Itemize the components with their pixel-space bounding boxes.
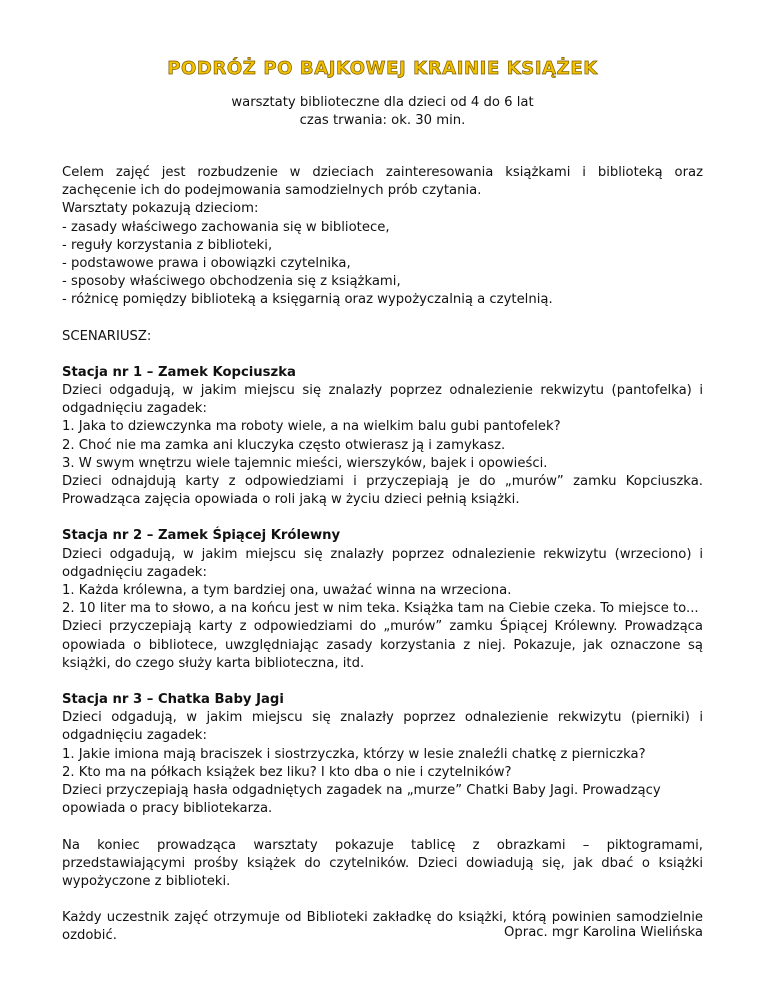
station-riddle: 1. Jaka to dziewczynka ma roboty wiele, a na wielkim balu gubi pantofelek? [62,419,561,435]
subtitle-block [62,94,703,130]
document-page [62,58,703,946]
intro-list-item: - różnicę pomiędzy biblioteką a księgarnią oraz wypożyczalnią a czytelnią. [62,292,553,308]
intro-list-item: - podstawowe prawa i obowiązki czytelnika, [62,256,351,272]
author-signature: Oprac. mgr Karolina Wielińska [504,925,703,940]
station-1 [62,364,703,510]
station-text: Dzieci odnajdują karty z odpowiedziami i przyczepiają je do „murów” zamku Kopciuszka. Prowadząca zajęcia opowiada o roli jaką w życiu dzieci pełnią książki. [62,474,703,508]
intro-lead: Warsztaty pokazują dzieciom: [62,201,259,217]
station-heading: Stacja nr 3 – Chatka Baby Jagi [62,692,284,708]
station-3 [62,691,703,818]
station-riddle: 1. Każda królewna, a tym bardziej ona, uważać winna na wrzeciona. [62,583,512,599]
intro-paragraph: Celem zajęć jest rozbudzenie w dzieciach zainteresowania książkami i biblioteką oraz zachęcenie ich do podejmowania samodzielnych prób czytania. [62,165,703,199]
station-riddle: 2. Kto ma na półkach książek bez liku? I kto dba o nie i czytelników? [62,764,512,780]
document-title: PODRÓŻ PO BAJKOWEJ KRAINIE KSIĄŻEK [167,58,598,79]
station-2 [62,527,703,673]
subtitle-audience: warsztaty biblioteczne dla dzieci od 4 do 6 lat [231,95,534,110]
closing-paragraph: Na koniec prowadząca warsztaty pokazuje tablicę z obrazkami – piktogramami, przedstawiającymi prośby książek do czytelników. Dzieci dowiadują się, jak dbać o książki wypożyczone z biblioteki. [62,837,703,889]
station-text: Dzieci odgadują, w jakim miejscu się znalazły poprzez odnalezienie rekwizytu (pierniki) i odgadnięciu zagadek: [62,710,703,744]
intro-section [62,164,703,310]
station-riddle: 1. Jakie imiona mają braciszek i siostrzyczka, którzy w lesie znaleźli chatkę z pierniczka? [62,746,646,762]
station-text: Dzieci odgadują, w jakim miejscu się znalazły poprzez odnalezienie rekwizytu (wrzeciono) i odgadnięciu zagadek: [62,546,703,580]
station-riddle: 3. W swym wnętrzu wiele tajemnic mieści, wierszyków, bajek i opowieści. [62,455,548,471]
intro-list-item: - zasady właściwego zachowania się w bibliotece, [62,219,390,235]
scenario-label: SCENARIUSZ: [62,328,152,344]
intro-list-item: - sposoby właściwego obchodzenia się z książkami, [62,274,401,290]
station-heading: Stacja nr 2 – Zamek Śpiącej Królewny [62,528,341,544]
station-heading: Stacja nr 1 – Zamek Kopciuszka [62,364,296,380]
station-text: Dzieci przyczepiają karty z odpowiedziami do „murów” zamku Śpiącej Królewny. Prowadząca opowiada o bibliotece, uwzględniając zasady korzystania z niej. Pokazuje, jak oznaczone są książki, do czego służy karta biblioteczna, itd. [62,619,703,671]
station-riddle: 2. 10 liter ma to słowo, a na końcu jest w nim teka. Książka tam na Ciebie czeka. To miejsce to... [62,601,699,617]
intro-list-item: - reguły korzystania z biblioteki, [62,237,273,253]
station-text: Dzieci odgadują, w jakim miejscu się znalazły poprzez odnalezienie rekwizytu (pantofelka) i odgadnięciu zagadek: [62,383,703,417]
closing-paragraph: Każdy uczestnik zajęć otrzymuje od Biblioteki zakładkę do książki, którą powinien samodzielnie ozdobić. [62,910,703,944]
subtitle-duration: czas trwania: ok. 30 min. [299,113,466,128]
station-riddle: 2. Choć nie ma zamka ani kluczyka często otwierasz ją i zamykasz. [62,437,506,453]
station-text: Dzieci przyczepiają hasła odgadniętych zagadek na „murze” Chatki Baby Jagi. Prowadzący opowiada o pracy bibliotekarza. [62,783,661,817]
